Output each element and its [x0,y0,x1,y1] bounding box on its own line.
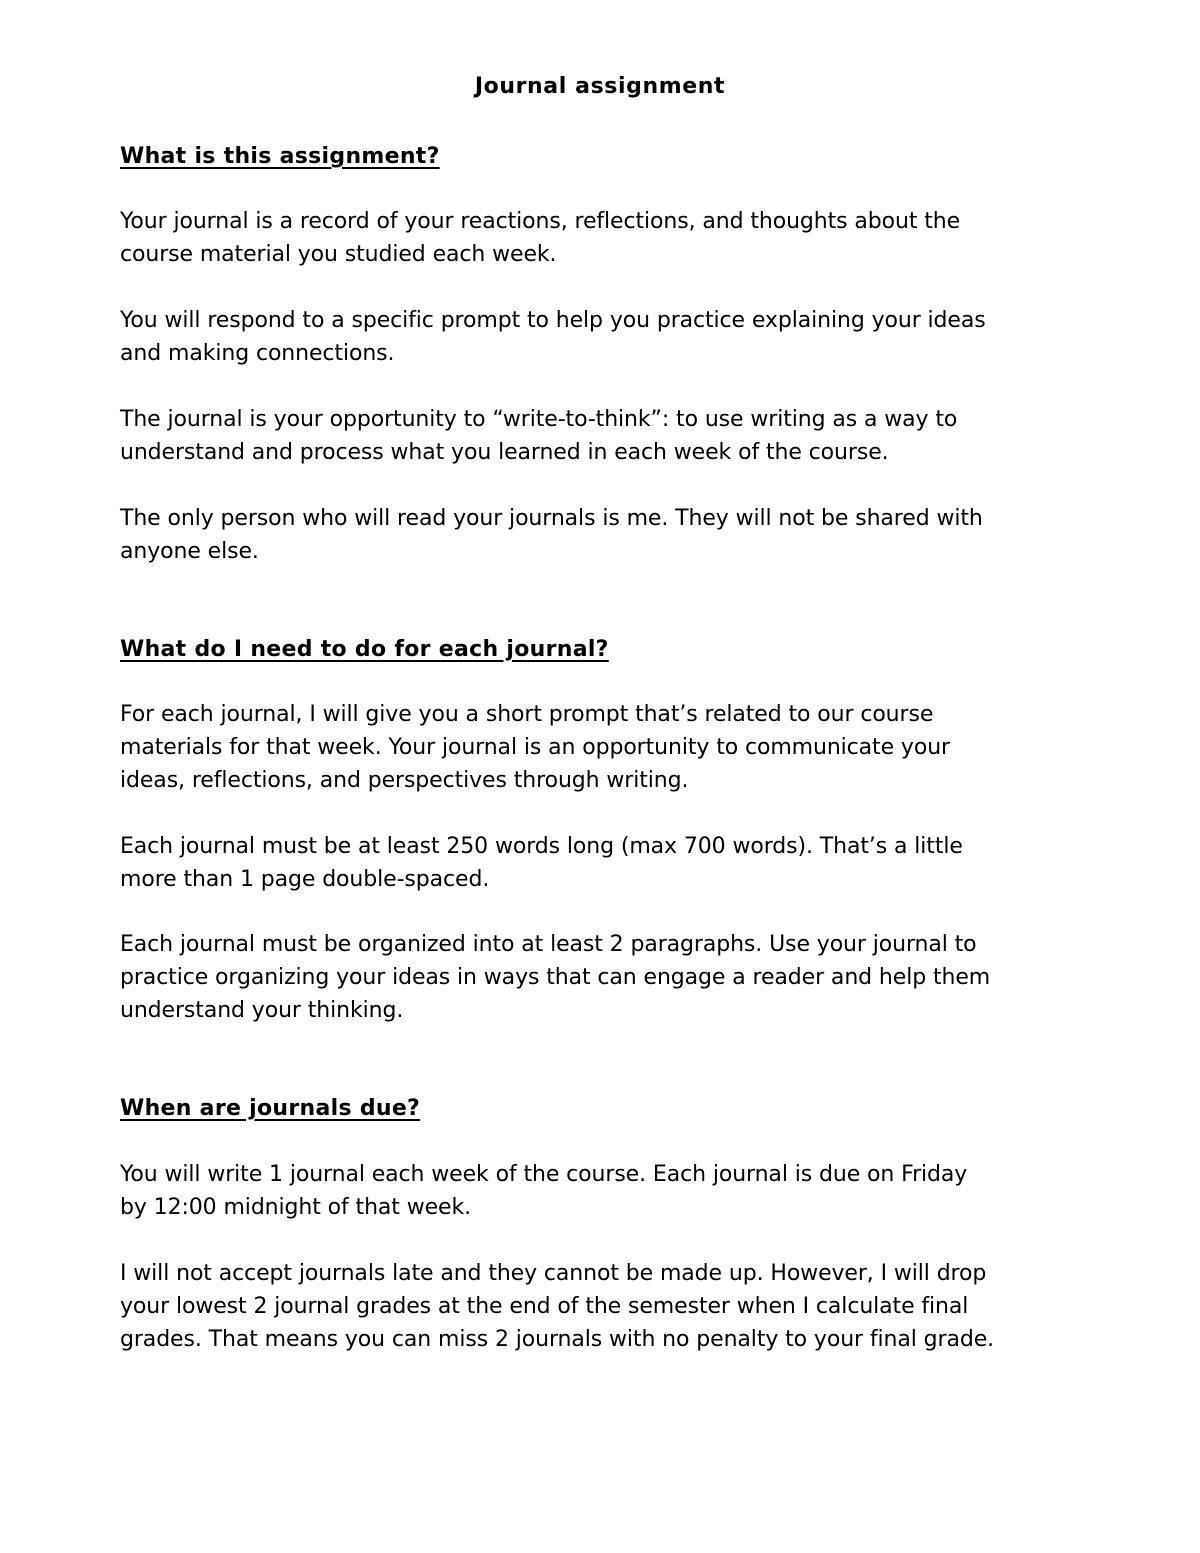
paragraph-line: practice organizing your ideas in ways that can engage a reader and help them [120,965,991,990]
paragraph-line: and making connections. [120,341,395,366]
paragraph [120,1158,1095,1224]
paragraph-line: Your journal is a record of your reactions, reflections, and thoughts about the [120,209,961,234]
paragraph [120,698,1095,797]
paragraph-line: You will respond to a specific prompt to help you practice explaining your ideas [120,308,986,333]
paragraph [120,830,1095,896]
paragraph [120,403,1095,469]
section-heading-when-are-journals-due: When are journals due? [120,1096,421,1121]
paragraph-line: understand your thinking. [120,998,404,1023]
paragraph-line: ideas, reflections, and perspectives through writing. [120,768,689,793]
paragraph [120,928,1095,1027]
document-title: Journal assignment [474,74,726,99]
paragraph-line: by 12:00 midnight of that week. [120,1195,472,1220]
paragraph-line: course material you studied each week. [120,242,557,267]
paragraph-line: more than 1 page double-spaced. [120,867,490,892]
paragraph [120,205,1095,271]
paragraph-line: I will not accept journals late and they cannot be made up. However, I will drop [120,1261,987,1286]
section-heading-what-do-i-need-to-do: What do I need to do for each journal? [120,637,609,662]
paragraph-line: The only person who will read your journals is me. They will not be shared with [120,506,983,531]
paragraph-line: grades. That means you can miss 2 journals with no penalty to your final grade. [120,1327,995,1352]
paragraph-line: Each journal must be organized into at least 2 paragraphs. Use your journal to [120,932,977,957]
paragraph-line: You will write 1 journal each week of the course. Each journal is due on Friday [120,1162,968,1187]
paragraph-line: For each journal, I will give you a short prompt that’s related to our course [120,702,934,727]
paragraph-line: Each journal must be at least 250 words long (max 700 words). That’s a little [120,834,963,859]
paragraph-line: understand and process what you learned in each week of the course. [120,440,889,465]
section-heading-what-is-this-assignment: What is this assignment? [120,144,440,169]
paragraph-line: The journal is your opportunity to “write-to-think”: to use writing as a way to [120,407,958,432]
paragraph-line: your lowest 2 journal grades at the end of the semester when I calculate final [120,1294,969,1319]
paragraph-line: anyone else. [120,539,259,564]
paragraph-line: materials for that week. Your journal is an opportunity to communicate your [120,735,950,760]
paragraph [120,304,1095,370]
paragraph [120,502,1095,568]
paragraph [120,1257,1095,1356]
